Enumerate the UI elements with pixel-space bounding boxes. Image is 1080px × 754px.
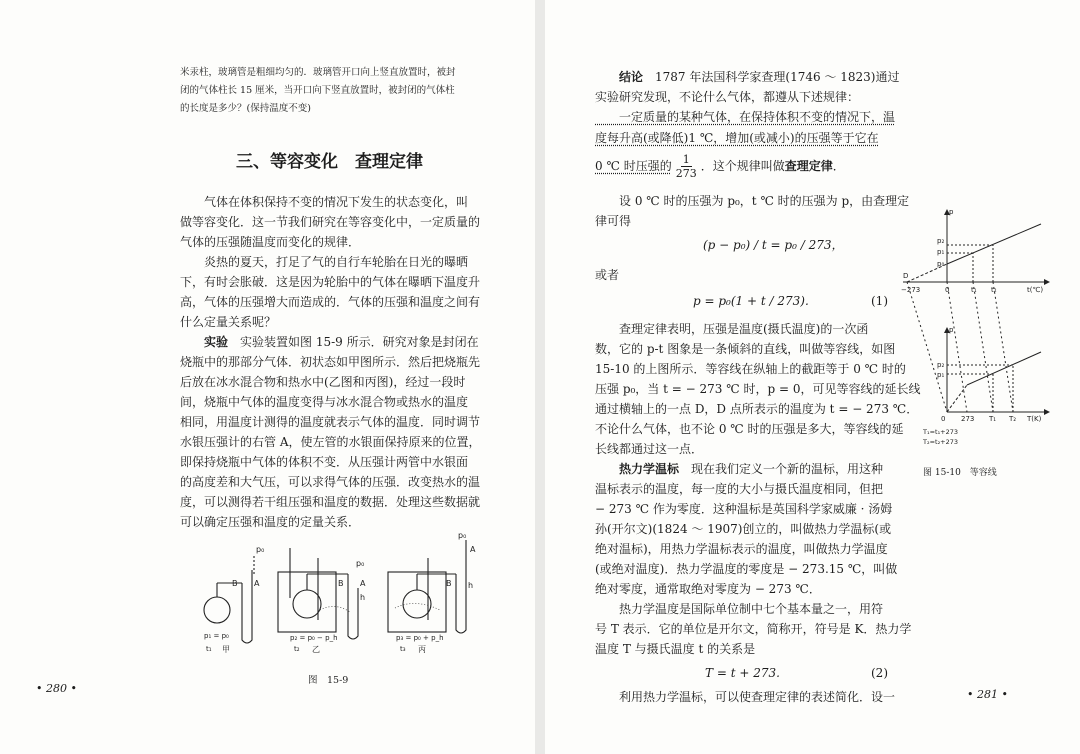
equation-3: T = t + 273. — [705, 666, 780, 680]
figure-15-10-caption: 图 15-10 等容线 — [923, 468, 997, 478]
manometer-jia — [242, 570, 252, 643]
upper-isochore — [947, 224, 1041, 264]
para2-line-1: 炎热的夏天，打足了气的自行车轮胎在日光的曝晒 — [180, 255, 469, 269]
lower-isochore — [967, 352, 1041, 385]
or-text: 或者 — [595, 268, 620, 282]
graph-label-tc: t(℃) — [1027, 286, 1044, 294]
fig-label-b-jia: B — [232, 579, 238, 588]
graph-label-p2-upper: p₂ — [937, 237, 945, 245]
conclusion-first-text: 1787 年法国科学家查理(1746 ～ 1823)通过 — [643, 70, 900, 84]
graph-label-zero-lower: 0 — [941, 415, 946, 423]
thermo-label: 热力学温标 — [619, 462, 680, 476]
graph-label-d: D — [903, 272, 909, 280]
graph-label-t1: t₁ — [971, 286, 977, 294]
graph-label-zero-upper: 0 — [945, 286, 950, 294]
para3-line-9: 度，可以测得若干组压强和温度的数据．处理这些数据就 — [180, 495, 481, 509]
equation-2: p = p₀(1 + t / 273). — [693, 294, 809, 308]
experiment-label: 实验 — [204, 335, 229, 349]
fig-label-p1-eq: p₁ = p₀ — [204, 632, 229, 640]
problem-line-1: 米汞柱，玻璃管是粗细均匀的．玻璃管开口向上竖直放置时，被封 — [180, 67, 456, 78]
si-line-1: 热力学温度是国际单位制中七个基本量之一，用符 — [595, 602, 884, 616]
para1-line-3: 气体的压强随温度而变化的规律． — [180, 235, 361, 249]
explanation-line-6: 不论什么气体，也不论 0 ℃ 时的压强是多大，等容线的延 — [595, 422, 904, 436]
law-name: 查理定律 — [784, 159, 833, 173]
para2-line-3: 高，气体的压强增大而造成的．气体的压强和温度之间有 — [180, 295, 481, 309]
thermo-line-1 — [595, 460, 883, 479]
graph-label-p0: p₀ — [937, 260, 945, 268]
fig-label-p0-jia: p₀ — [256, 545, 265, 554]
graph-label-minus273: −273 — [901, 286, 921, 294]
law-last-pre: 0 ℃ 时压强的 — [595, 159, 672, 173]
para1-line-1: 气体在体积保持不变的情况下发生的状态变化，叫 — [180, 195, 469, 209]
explanation-line-4: 压强 p₀，当 t = − 273 ℃ 时，p = 0，可见等容线的延长线 — [595, 382, 921, 396]
fig-label-jia: 甲 — [222, 645, 230, 654]
graph-label-p1-upper: p₁ — [937, 248, 945, 256]
fig-label-p0-yi: p₀ — [356, 559, 365, 568]
para3-line-10: 可以确定压强和温度的定量关系． — [180, 515, 361, 529]
graph-label-TK: T(K) — [1027, 415, 1042, 423]
left-page — [0, 0, 535, 754]
graph-label-p-upper: p — [949, 208, 954, 216]
fig-label-bing: 丙 — [418, 645, 426, 654]
law-last-post: ．这个规律叫做 — [700, 159, 785, 173]
page-number-right: • 281 • — [967, 688, 1008, 701]
thermo-line-4: 孙(开尔文)(1824 ～ 1907)创立的，叫做热力学温标(或 — [595, 522, 892, 536]
fig-label-h-bing: h — [468, 581, 474, 590]
fig-label-a-yi: A — [360, 579, 366, 588]
explanation-line-3: 15-10 的上图所示．等容线在纵轴上的截距等于 0 ℃ 时的 — [595, 362, 906, 376]
graph-label-p1-lower: p₁ — [937, 371, 945, 379]
last-line: 利用热力学温标，可以使查理定律的表述简化．设一 — [595, 690, 896, 704]
para3-line-3: 后放在冰水混合物和热水中(乙图和丙图)，经过一段时 — [180, 375, 466, 389]
fig-label-t1: t₁ — [206, 645, 212, 653]
fig-label-p0-bing: p₀ — [458, 531, 467, 540]
fig-label-a-jia: A — [254, 579, 260, 588]
book-gutter — [535, 0, 545, 754]
setup-line-2: 律可得 — [595, 214, 632, 228]
graph-label-T1: T₁ — [989, 415, 997, 423]
para2-line-2: 下，有时会胀破．这是因为轮胎中的气体在曝晒下温度升 — [180, 275, 481, 289]
graph-label-T2: T₂ — [1009, 415, 1017, 423]
problem-line-2: 闭的气体柱长 15 厘米，当开口向下竖直放置时，被封闭的气体柱 — [180, 85, 455, 96]
fig-label-h-yi: h — [360, 593, 366, 602]
fig-label-p3-eq: p₃ = p₀ + p_h — [396, 634, 444, 642]
thermo-line-6: (或绝对温度)．热力学温度的零度是 − 273.15 ℃，叫做 — [595, 562, 898, 576]
equation-1: (p − p₀) / t = p₀ / 273， — [703, 238, 844, 252]
thermo-line-2: 温标表示的温度，每一度的大小与摄氏温度相同，但把 — [595, 482, 884, 496]
thermo-first-text: 现在我们定义一个新的温标，用这种 — [679, 462, 884, 476]
setup-line-1: 设 0 ℃ 时的压强为 p₀，t ℃ 时的压强为 p，由查理定 — [595, 194, 910, 208]
explanation-line-1: 查理定律表明，压强是温度(摄氏温度)的一次函 — [595, 322, 869, 336]
law-end: ． — [832, 159, 845, 173]
graph-label-rel2: T₂=t₂+273 — [923, 438, 959, 446]
fig-label-p2-eq: p₂ = p₀ − p_h — [290, 634, 338, 642]
para3-line-5: 相同，用温度计测得的温度就表示气体的温度．同时调节 — [180, 415, 481, 429]
para3-first-text: 实验装置如图 15-9 所示．研究对象是封闭在 — [228, 335, 479, 349]
law-line-2: 度每升高(或降低)1 ℃，增加(或减小)的压强等于它在 — [595, 131, 879, 145]
explanation-line-2: 数，它的 p-t 图象是一条倾斜的直线，叫做等容线，如图 — [595, 342, 896, 356]
equation-3-number: (2) — [871, 666, 888, 680]
para3-line-1 — [180, 333, 479, 352]
law-fraction — [674, 153, 699, 180]
si-line-2: 号 T 表示．它的单位是开尔文，简称开，符号是 K．热力学 — [595, 622, 912, 636]
fig-label-t2: t₂ — [294, 645, 300, 653]
fig-label-yi: 乙 — [312, 645, 320, 654]
graph-label-k273: 273 — [961, 415, 975, 423]
thermo-line-7: 绝对零度，通常取绝对零度为 − 273 ℃． — [595, 582, 821, 596]
lower-extension — [947, 385, 967, 412]
conclusion-label: 结论 — [619, 70, 644, 84]
para1-line-2: 做等容变化．这一节我们研究在等容变化中，一定质量的 — [180, 215, 481, 229]
si-line-3: 温度 T 与摄氏温度 t 的关系是 — [595, 642, 756, 656]
figure-15-10 — [901, 206, 1053, 462]
para3-line-8: 的高度差和大气压，可以求得气体的压强．改变热水的温 — [180, 475, 481, 489]
section-heading: 三、等容变化 查理定律 — [236, 152, 423, 172]
graph-label-p-lower: p — [949, 326, 954, 334]
conclusion-line-2: 实验研究发现，不论什么气体，都遵从下述规律： — [595, 90, 860, 104]
conclusion-line-1 — [595, 68, 899, 87]
thermo-line-5: 绝对温标)，用热力学温标表示的温度，叫做热力学温度 — [595, 542, 888, 556]
graph-label-p2-lower: p₂ — [937, 361, 945, 369]
problem-line-3: 的长度是多少？(保持温度不变) — [180, 103, 311, 114]
fig-label-a-bing: A — [470, 545, 476, 554]
explanation-line-7: 长线都通过这一点． — [595, 442, 704, 456]
page-number-left: • 280 • — [36, 682, 77, 695]
graph-label-rel1: T₁=t₁+273 — [923, 428, 959, 436]
para3-line-2: 烧瓶中的那部分气体．初状态如甲图所示．然后把烧瓶先 — [180, 355, 481, 369]
law-line-1: 一定质量的某种气体，在保持体积不变的情况下，温 — [595, 110, 896, 124]
figure-15-9 — [190, 528, 490, 658]
fig-label-b-bing: B — [446, 579, 452, 588]
right-page — [545, 0, 1080, 754]
fig-label-b-yi: B — [338, 579, 344, 588]
thermo-line-3: − 273 ℃ 作为零度．这种温标是英国科学家威廉 · 汤姆 — [595, 502, 893, 516]
para3-line-4: 间，烧瓶中气体的温度变得与冰水混合物或热水的温度 — [180, 395, 469, 409]
para3-line-7: 即保持烧瓶中气体的体积不变．从压强计两管中水银面 — [180, 455, 469, 469]
para2-line-4: 什么定量关系呢？ — [180, 315, 277, 329]
flask-jia — [204, 597, 230, 623]
equation-2-number: (1) — [871, 294, 888, 308]
graph-label-t2: t₂ — [991, 286, 997, 294]
para3-line-6: 水银压强计的右管 A，使左管的水银面保持原来的位置， — [180, 435, 481, 449]
fig-label-t3: t₃ — [400, 645, 406, 653]
explanation-line-5: 通过横轴上的一点 D，D 点所表示的温度为 t = − 273 ℃． — [595, 402, 919, 416]
law-line-3 — [595, 152, 845, 180]
law-fraction-denominator: 273 — [675, 167, 697, 180]
law-fraction-numerator: 1 — [682, 153, 690, 166]
figure-15-9-caption: 图 15-9 — [308, 675, 349, 686]
